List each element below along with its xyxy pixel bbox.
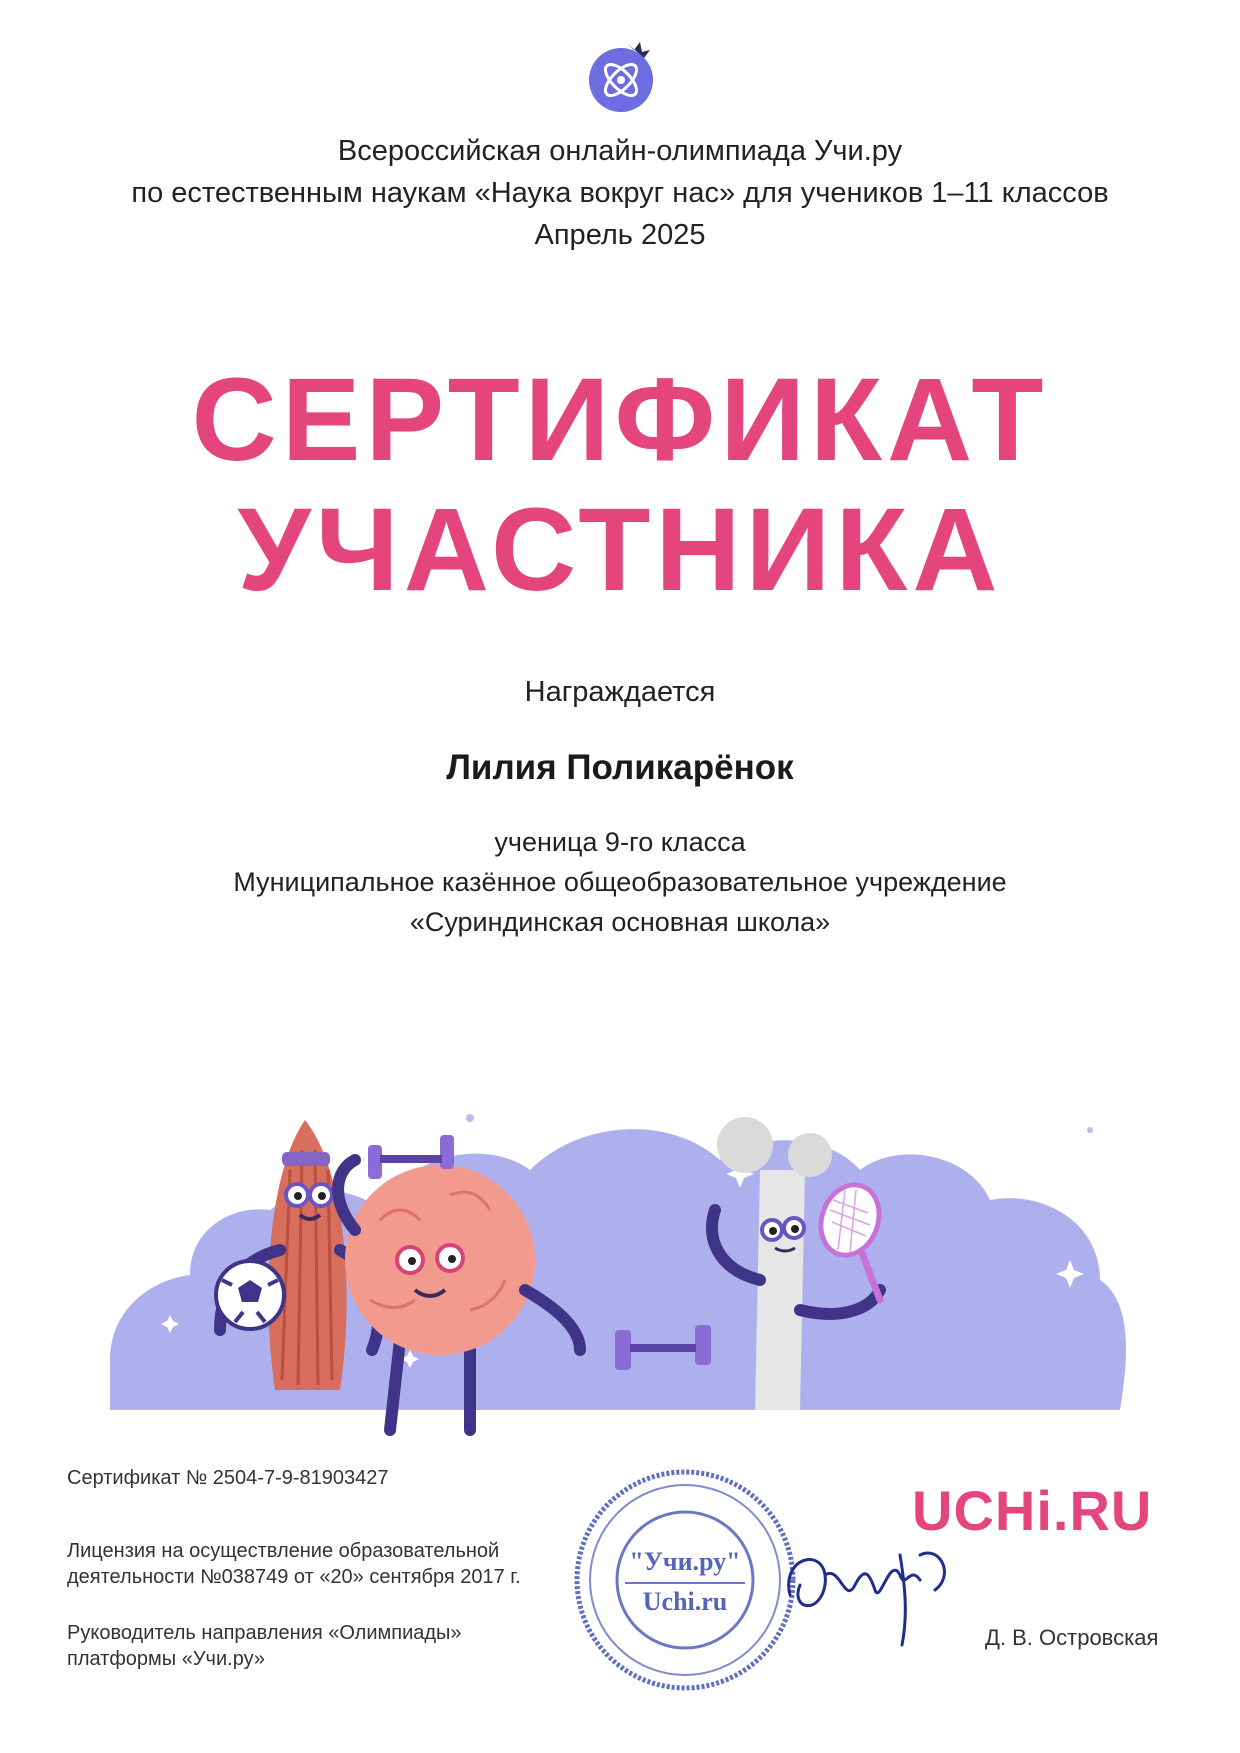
science-characters-illustration — [110, 1110, 1130, 1440]
certificate-number: Сертификат № 2504-7-9-81903427 — [67, 1467, 389, 1489]
official-stamp — [570, 1465, 800, 1695]
head-line2: платформы «Учи.ру» — [67, 1648, 265, 1670]
license-line2: деятельности №038749 от «20» сентября 2017 г. — [67, 1566, 521, 1588]
soccer-ball-icon — [216, 1261, 284, 1329]
signer-name: Д. В. Островская — [985, 1625, 1159, 1650]
certificate-title-line1: СЕРТИФИКАТ — [191, 354, 1049, 486]
stamp-text-en: Uchi.ru — [642, 1587, 728, 1616]
license-info — [67, 1538, 521, 1590]
recipient-name: Лилия Поликарёнок — [446, 748, 794, 787]
school-name-line1: Муниципальное казённое общеобразовательное учреждение — [233, 867, 1007, 897]
head-of-direction — [67, 1620, 462, 1672]
license-line1: Лицензия на осуществление образовательной — [67, 1540, 500, 1562]
stamp-text-ru: "Учи.ру" — [629, 1547, 741, 1576]
uchi-atom-logo-icon — [584, 40, 658, 114]
school-name-line2: «Суриндинская основная школа» — [409, 907, 831, 937]
recipient-grade: ученица 9-го класса — [494, 827, 746, 857]
olympiad-header — [0, 130, 1240, 256]
olympiad-date: Апрель 2025 — [534, 219, 706, 251]
olympiad-subject: по естественным наукам «Наука вокруг нас» для учеников 1–11 классов — [131, 177, 1109, 209]
awarded-label: Награждается — [524, 676, 716, 708]
certificate-title-line2: УЧАСТНИКА — [237, 484, 1003, 616]
certificate-title — [0, 355, 1240, 615]
recipient-info — [0, 822, 1240, 942]
uchi-ru-logo: UCHi.RU — [912, 1479, 1153, 1542]
head-line1: Руководитель направления «Олимпиады» — [67, 1622, 462, 1644]
olympiad-title: Всероссийская онлайн-олимпиада Учи.ру — [337, 135, 903, 167]
